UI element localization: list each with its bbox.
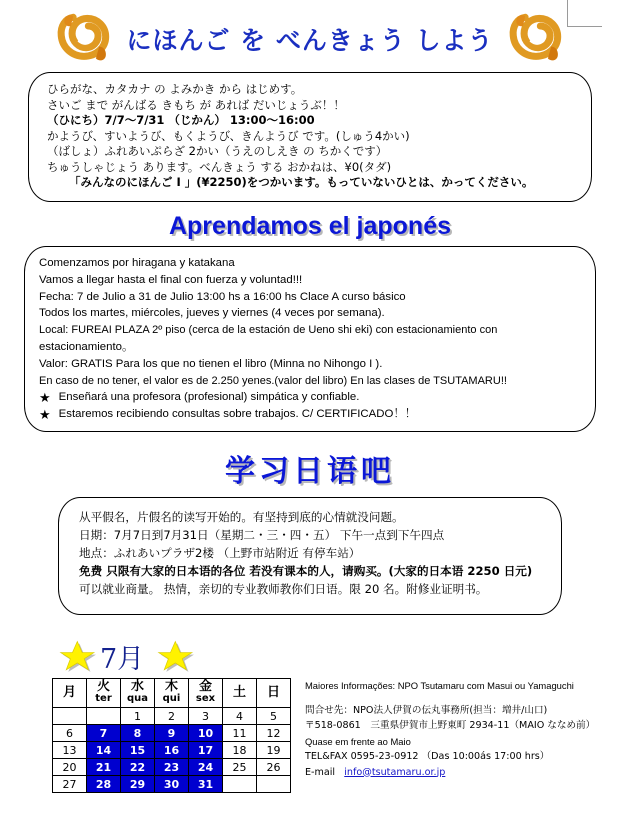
calendar-day: 5 — [257, 708, 291, 725]
calendar-header-cell — [155, 679, 189, 708]
contact-block — [305, 678, 605, 780]
calendar-day-class: 29 — [121, 776, 155, 793]
contact-telephone: TEL&FAX 0595-23-0912 （Das 10:00ás 17:00 hrs） — [305, 751, 550, 762]
calendar-header-cell — [223, 679, 257, 708]
contact-address: 〒518-0861 三重県伊賀市上野東町 2934-11（MAIO ななめ前） — [305, 720, 596, 731]
calendar-header-cell — [87, 679, 121, 708]
calendar-day-class: 7 — [87, 725, 121, 742]
calendar-day: 25 — [223, 759, 257, 776]
page-title-japanese: にほんご を べんきょう しよう — [126, 26, 494, 55]
es-bullet — [39, 406, 585, 423]
day-kanji: 月 — [62, 685, 76, 700]
calendar-day: 12 — [257, 725, 291, 742]
calendar-day-class: 10 — [189, 725, 223, 742]
es-line-days: Todos los martes, miércoles, jueves y viernes (4 veces por semana). — [39, 307, 385, 320]
calendar-day-class: 15 — [121, 742, 155, 759]
star-icon: ★ — [39, 407, 51, 423]
day-kanji: 水 — [130, 679, 144, 694]
calendar-header-cell — [121, 679, 155, 708]
zh-line-teacher: 可以就业商量。 热情，亲切的专业教师教你们日语。限 20 名。附修业证明书。 — [79, 582, 488, 596]
calendar-day-class: 21 — [87, 759, 121, 776]
calendar-month-label: 7月 — [100, 643, 145, 675]
japanese-info-box — [28, 72, 592, 202]
calendar-week-row — [53, 725, 291, 742]
day-kanji: 土 — [232, 685, 246, 700]
day-kanji: 日 — [266, 685, 280, 700]
zh-line-free: 免费 只限有大家的日本语的各位 若没有课本的人，请购买。(大家的日本语 2250 日元) — [79, 564, 533, 578]
es-bullet-text: Enseñará una profesora (profesional) simpática y confiable. — [58, 391, 360, 404]
calendar-week-row — [53, 742, 291, 759]
calendar-day: 27 — [53, 776, 87, 793]
es-line: Vamos a llegar hasta el final con fuerza y voluntad!!! — [39, 273, 303, 286]
calendar-day — [87, 708, 121, 725]
es-line-local-cont: estacionamiento。 — [39, 340, 134, 353]
calendar-day: 3 — [189, 708, 223, 725]
calendar-week-row — [53, 759, 291, 776]
contact-office: 問合せ先：NPO法人伊賀の伝丸事務所(担当：増井/山口) — [305, 704, 548, 716]
calendar-day-class: 31 — [189, 776, 223, 793]
calendar-day — [223, 776, 257, 793]
es-line-fecha: Fecha: 7 de Julio a 31 de Julio 13:00 hs a 16:00 hs Clace A curso básico — [39, 290, 406, 303]
july-calendar-table — [52, 678, 291, 793]
calendar-day: 26 — [257, 759, 291, 776]
calendar-header-row — [53, 679, 291, 708]
es-line: Comenzamos por hiragana y katakana — [39, 257, 235, 269]
day-roman: sex — [195, 693, 216, 704]
calendar-day-class: 8 — [121, 725, 155, 742]
calendar-day: 1 — [121, 708, 155, 725]
jp-line: ひらがな、カタカナ の よみかき から はじめす。 — [47, 82, 303, 96]
day-kanji: 火 — [96, 679, 110, 694]
contact-email-row — [305, 765, 605, 781]
spanish-info-box — [24, 246, 596, 432]
contact-info-portuguese: Maiores Informações: NPO Tsutamaru com Masui ou Yamaguchi — [305, 680, 574, 691]
smiley-spiral-mascot-right — [508, 13, 564, 65]
calendar-day-class: 17 — [189, 742, 223, 759]
calendar-day: 4 — [223, 708, 257, 725]
contact-address-note: Quase em frente ao Maio — [305, 735, 411, 747]
calendar-day-class: 22 — [121, 759, 155, 776]
star-icon: ★ — [39, 390, 51, 406]
day-kanji: 木 — [164, 679, 178, 694]
day-roman: qui — [162, 693, 181, 704]
star-icon — [154, 638, 198, 674]
calendar-day-class: 28 — [87, 776, 121, 793]
calendar-header-cell — [189, 679, 223, 708]
calendar-day: 19 — [257, 742, 291, 759]
calendar-day: 20 — [53, 759, 87, 776]
calendar-week-row — [53, 708, 291, 725]
calendar-day-class: 23 — [155, 759, 189, 776]
smiley-spiral-mascot-left — [56, 13, 112, 65]
es-line-book-price: En caso de no tener, el valor es de 2.250 yenes.(valor del libro) En las clases de TSUTAMARU!! — [39, 374, 507, 387]
calendar-day: 2 — [155, 708, 189, 725]
es-bullet — [39, 389, 585, 406]
es-bullet-text: Estaremos recibiendo consultas sobre trabajos. C/ CERTIFICADO！！ — [58, 408, 417, 421]
day-roman: ter — [95, 693, 112, 704]
heading-spanish: Aprendamos el japonés — [168, 212, 452, 240]
calendar-day-class: 30 — [155, 776, 189, 793]
calendar-day: 6 — [53, 725, 87, 742]
calendar-week-row — [53, 776, 291, 793]
zh-line: 从平假名，片假名的读写开始的。有坚持到底的心情就没问题。 — [79, 510, 404, 524]
calendar-header-cell — [257, 679, 291, 708]
calendar-day: 18 — [223, 742, 257, 759]
email-label: E-mail — [305, 766, 336, 778]
calendar-block — [52, 636, 291, 793]
calendar-day-class: 24 — [189, 759, 223, 776]
heading-chinese: 学习日语吧 — [225, 454, 395, 489]
calendar-header-cell — [53, 679, 87, 708]
calendar-day-class: 14 — [87, 742, 121, 759]
day-kanji: 金 — [198, 679, 212, 694]
calendar-body — [53, 708, 291, 793]
jp-line-place: （ばしょ）ふれあいぷらざ 2かい（うえのしえき の ちかくです） — [47, 144, 388, 158]
chinese-info-box — [58, 497, 562, 615]
es-line-local: Local: FUREAI PLAZA 2º piso (cerca de la estación de Ueno shi eki) con estacionamiento con — [39, 324, 498, 337]
calendar-day-class: 9 — [155, 725, 189, 742]
calendar-day: 13 — [53, 742, 87, 759]
jp-line: かようび、すいようび、もくようび、きんようび です。(しゅう4かい) — [47, 128, 410, 143]
star-icon — [56, 638, 100, 674]
jp-line-dates: （ひにち）7/7〜7/31 （じかん） 13:00〜16:00 — [47, 113, 315, 127]
jp-line-textbook: 「みんなのにほんご I 」(¥2250)をつかいます。もっていないひとは、かってください。 — [69, 175, 534, 189]
zh-line-place: 地点：ふれあいプラザ2楼 （上野市站附近 有停车站） — [79, 546, 361, 560]
email-link[interactable]: info@tsutamaru.or.jp — [344, 766, 446, 778]
calendar-title-row — [52, 636, 291, 676]
day-roman: qua — [126, 693, 149, 704]
calendar-day — [257, 776, 291, 793]
jp-line-fee: ちゅうしゃじょう あります。べんきょう する おかねは、¥0(タダ) — [47, 159, 392, 174]
es-line-valor: Valor: GRATIS Para los que no tienen el libro (Minna no Nihongo I ). — [39, 357, 383, 370]
calendar-day — [53, 708, 87, 725]
page-header — [0, 8, 620, 70]
calendar-day: 11 — [223, 725, 257, 742]
jp-line: さいご まで がんばる きもち が あれば だいじょうぶ！！ — [47, 97, 345, 112]
zh-line-date: 日期：7月7日到7月31日（星期二・三・四・五） 下午一点到下午四点 — [79, 528, 445, 542]
calendar-day-class: 16 — [155, 742, 189, 759]
